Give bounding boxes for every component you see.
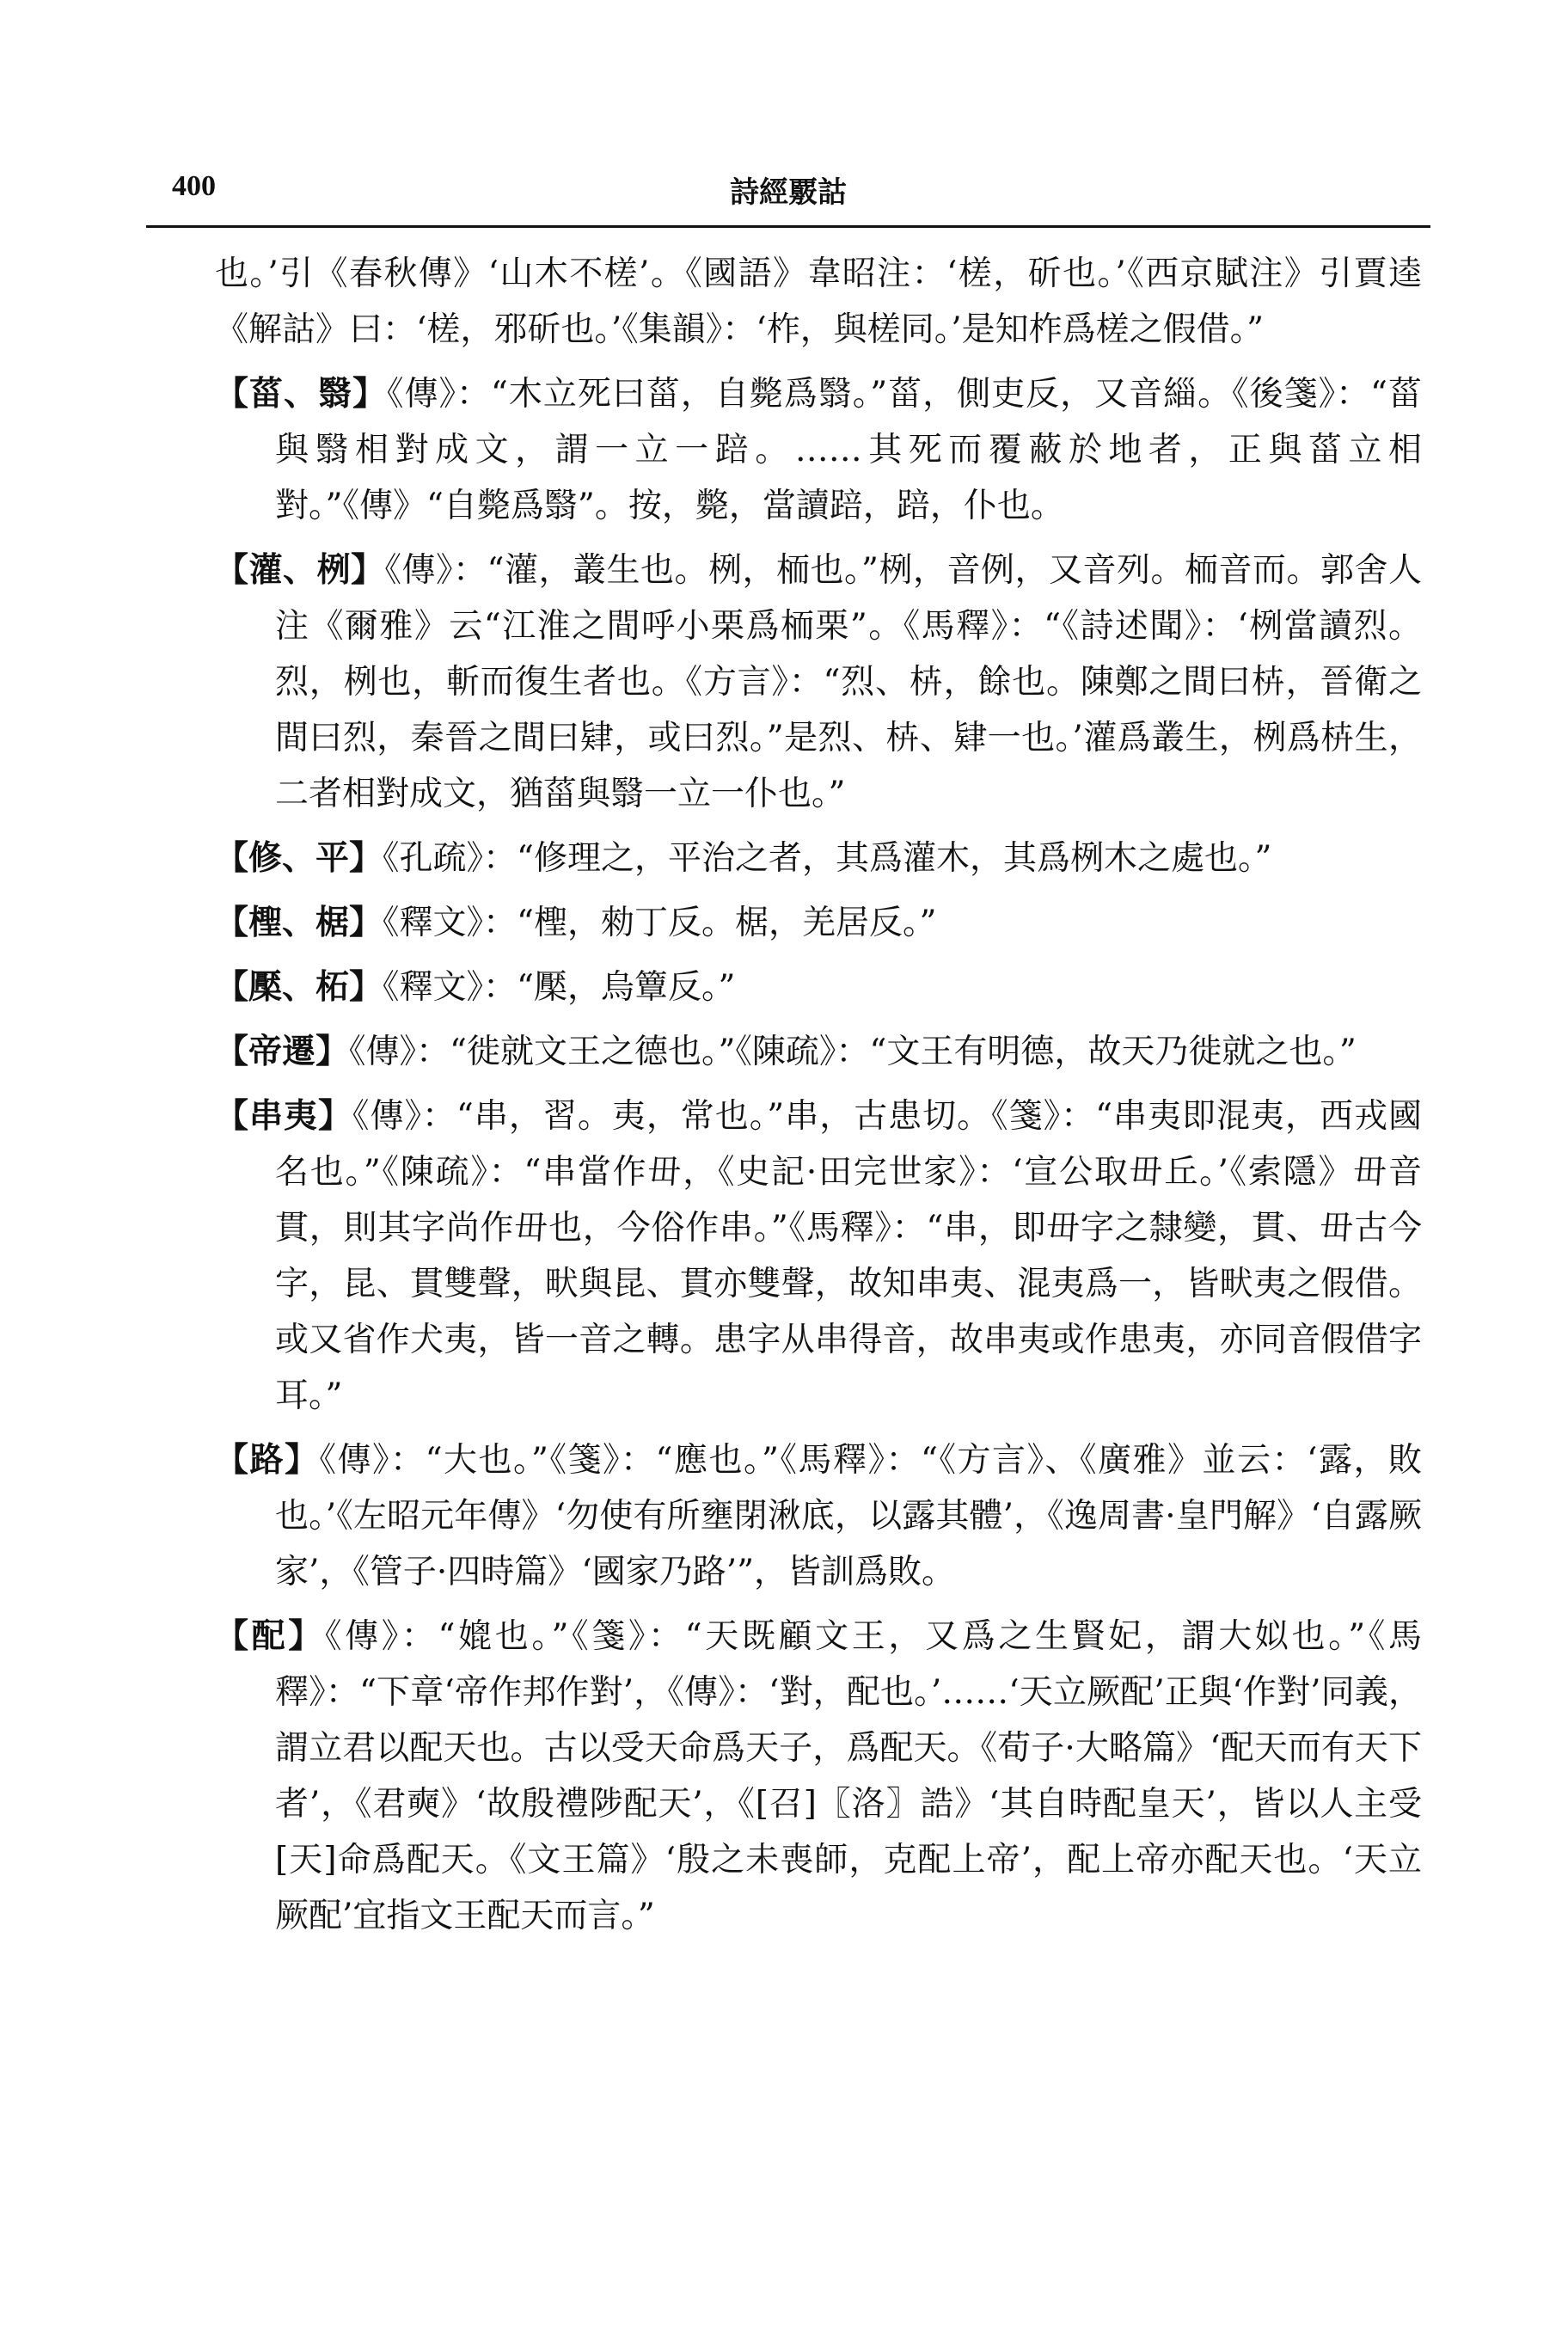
entry-text: 《傳》：“灌，叢生也。栵，栭也。”栵，音例，又音列。栭音而。郭舍人注《爾雅》云“江淮之間呼小栗爲栭栗”。《馬釋》：“《詩述聞》：‘栵當讀烈。烈，栵也，斬而復生者也。《方言》：“烈、枿，餘也。陳鄭之間曰枿，晉衛之間曰烈，秦晉之間曰肄，或曰烈。”是烈、枿、肄一也。’灌爲叢生，栵爲枿生，二者相對成文，猶菑與翳一立一仆也。” [275, 551, 1422, 813]
page-body [215, 246, 1422, 1953]
entry-text: 《釋文》：“檿，烏簟反。” [383, 968, 736, 1007]
running-title: 詩經覈詁 [730, 175, 847, 210]
entry-cheng-ju [215, 895, 1422, 951]
page-header [146, 165, 1430, 228]
entry-zi-yi [215, 366, 1422, 534]
entry-headword: 【灌、栵】 [215, 550, 385, 590]
entry-headword: 【菑、翳】 [215, 374, 387, 414]
entry-text: 《傳》：“串，習。夷，常也。”串，古患切。《箋》：“串夷即混夷，西戎國名也。”《陳疏》：“串當作毌，《史記·田完世家》：‘宣公取毌丘。’《索隱》毌音貫，則其字尚作毌也，今俗作串。”《馬釋》：“串，即毌字之隸變，貫、毌古今字，昆、貫雙聲，畎與昆、貫亦雙聲，故知串夷、混夷爲一，皆畎夷之假借。或又省作犬夷，皆一音之轉。患字从串得音，故串夷或作患夷，亦同音假借字耳。” [275, 1097, 1422, 1415]
entry-chuan-yi [215, 1088, 1422, 1424]
entry-di-qian [215, 1024, 1422, 1080]
entry-headword: 【串夷】 [215, 1096, 352, 1136]
entry-text: 《釋文》：“檉，勑丁反。椐，羌居反。” [383, 904, 937, 942]
entry-headword: 【修、平】 [215, 838, 383, 878]
page-number: 400 [172, 170, 216, 202]
entry-headword: 【檿、柘】 [215, 967, 383, 1007]
entry-text: 《傳》：“媲也。”《箋》：“天既顧文王，又爲之生賢妃，謂大姒也。”《馬釋》：“下章‘帝作邦作對’，《傳》：‘對，配也。’……‘天立厥配’正與‘作對’同義，謂立君以配天也。古以受天命爲天子，爲配天。《荀子·大略篇》‘配天而有天下者’，《君奭》‘故殷禮陟配天’，《[召]〖洛〗誥》‘其自時配皇天’，皆以人主受[天]命爲配天。《文王篇》‘殷之未喪師，克配上帝’，配上帝亦配天也。‘天立厥配’宜指文王配天而言。” [275, 1617, 1422, 1935]
entry-lu [215, 1432, 1422, 1600]
entry-yan-zhe [215, 960, 1422, 1015]
entry-headword: 【路】 [215, 1440, 320, 1480]
entry-headword: 【配】 [215, 1616, 325, 1656]
entry-pei [215, 1609, 1422, 1944]
entry-text: 也。’引《春秋傳》‘山木不槎’。《國語》韋昭注：‘槎，斫也。’《西京賦注》引賈逵《解詁》曰：‘槎，邪斫也。’《集韻》：‘柞，與槎同。’是知柞爲槎之假借。” [215, 254, 1422, 349]
entry-text: 《傳》：“大也。”《箋》：“應也。”《馬釋》：“《方言》、《廣雅》並云：‘露，敗也。’《左昭元年傳》‘勿使有所壅閉湫底，以露其體’，《逸周書·皇門解》‘自露厥家’，《管子·四時篇》‘國家乃路’”，皆訓爲敗。 [275, 1441, 1422, 1591]
entry-text: 《傳》：“木立死曰菑，自斃爲翳。”菑，側吏反，又音緇。《後箋》：“菑與翳相對成文，謂一立一踣。……其死而覆蔽於地者，正與菑立相對。”《傳》“自斃爲翳”。按，斃，當讀踣，踣，仆也。 [275, 375, 1422, 525]
entry-text: 《傳》：“徙就文王之德也。”《陳疏》：“文王有明德，故天乃徙就之也。” [349, 1033, 1357, 1071]
entry-headword: 【帝遷】 [215, 1032, 350, 1071]
entry-text: 《孔疏》：“修理之，平治之者，其爲灌木，其爲栵木之處也。” [383, 839, 1272, 878]
entry-headword: 【檉、椐】 [215, 903, 383, 942]
entry-guan-li [215, 543, 1422, 822]
entry-continuation [155, 246, 1422, 358]
entry-xiu-ping [215, 831, 1422, 886]
